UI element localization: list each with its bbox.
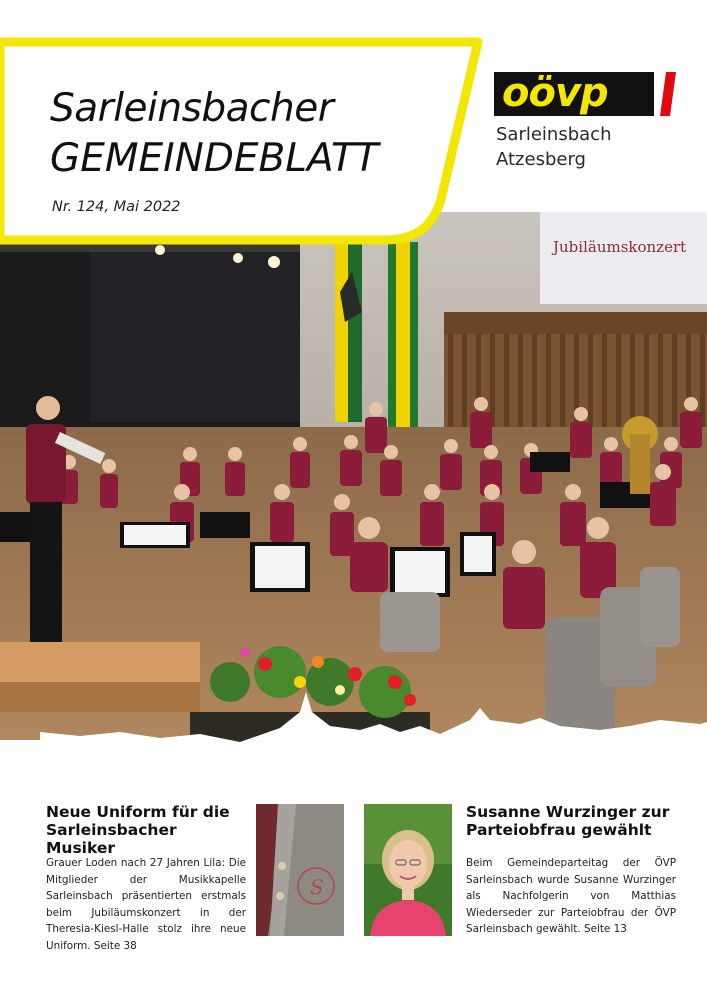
oevp-wordmark: oövp [502, 70, 608, 116]
article-2-title: Susanne Wurzinger zur Parteiobfrau gewählt [466, 803, 670, 839]
article-2-body: Beim Gemeindeparteitag der ÖVP Sarleinsbach wurde Susanne Wurzinger als Nachfolgerin von Matthias Wiederseder zur Parteiobfrau der ÖVP Sarleinsbach gewählt. Seite 13 [466, 857, 676, 936]
uniform-photo [256, 804, 344, 936]
logo-location-1: Sarleinsbach [496, 124, 612, 145]
oevp-logo-box [494, 72, 654, 116]
article-1-title: Neue Uniform für die Sarleinsbacher Musiker [46, 803, 230, 857]
masthead-title-line1: Sarleinsbacher [50, 86, 334, 131]
article-1-body: Grauer Loden nach 27 Jahren Lila: Die Mitglieder der Musikkapelle Sarleinsbach präsentierten erstmals beim Jubiläumskonzert in der Theresia-Kiesl-Halle stolz ihre neue Uniform. Seite 38 [46, 857, 246, 952]
logo-location-2: Atzesberg [496, 149, 586, 170]
oevp-red-slash-icon [660, 72, 676, 116]
portrait-photo [364, 804, 452, 936]
masthead-title-line2: GEMEINDEBLATT [50, 136, 379, 181]
svg-text:S: S [310, 875, 324, 899]
oevp-logo [494, 70, 680, 170]
cover-photo [0, 212, 707, 772]
issue-number: Nr. 124, Mai 2022 [52, 199, 181, 215]
